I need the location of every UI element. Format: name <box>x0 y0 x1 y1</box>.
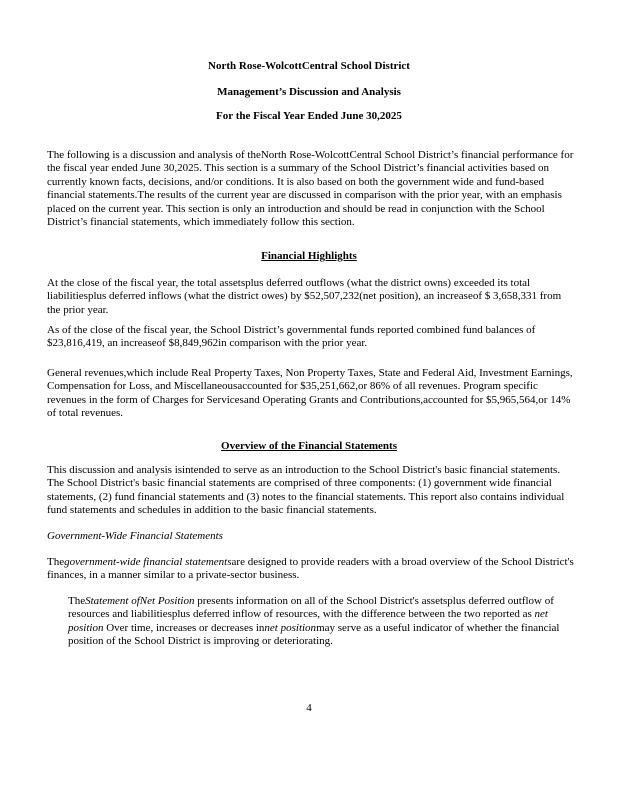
financial-highlights-heading-text: Financial Highlights <box>261 250 357 262</box>
government-wide-subheading: Government-Wide Financial Statements <box>47 530 223 542</box>
financial-highlights-paragraph-2: As of the close of the fiscal year, the School District’s governmental funds reported combined fund balances of $23,816,419, an increaseof $8,849,962in comparison with the prior year. <box>47 324 536 350</box>
document-title: North Rose-WolcottCentral School District <box>208 60 410 72</box>
overview-heading-text: Overview of the Financial Statements <box>221 440 397 452</box>
page-number: 4 <box>306 702 312 714</box>
financial-highlights-paragraph-1: At the close of the fiscal year, the total assetsplus deferred outflows (what the district owns) exceeded its total liabilitiesplus deferred inflows (what the district owes) by $52,507,232(net position), an increaseof $ 3,658,331 from the prior year. <box>47 277 562 316</box>
fiscal-year-line: For the Fiscal Year Ended June 30,2025 <box>216 110 402 122</box>
intro-paragraph: The following is a discussion and analysis of theNorth Rose-WolcottCentral School District’s financial performance for the fiscal year ended June 30,2025. This section is a summary of the School District’s financial activities based on currently known facts, decisions, and/or conditions. It is also based on both the government wide and fund-based financial statements.The results of the current year are discussed in comparison with the prior year, with an emphasis placed on the current year. This section is only an introduction and should be read in conjunction with the School District’s financial statements, which immediately follow this section. <box>47 149 574 229</box>
overview-paragraph-1: This discussion and analysis isintended to serve as an introduction to the School District's basic financial statements. The School District's basic financial statements are comprised of three components: (1) government wide financial statements, (2) fund financial statements and (3) notes to the financial statements. This report also contains individual fund statements and schedules in addition to the basic financial statements. <box>47 464 565 517</box>
government-wide-paragraph: Thegovernment-wide financial statementsare designed to provide readers with a broad overview of the School District's finances, in a manner similar to a private-sector business. <box>47 556 574 582</box>
net-position-paragraph: TheStatement ofNet Position presents information on all of the School District's assetsplus deferred outflow of resources and liabilitiesplus deferred inflow of resources, with the difference between the two reported as net position Over time, increases or decreases innet positionmay serve as a useful indicator of whether the financial position of the School District is improving or deteriorating. <box>68 595 560 648</box>
financial-highlights-paragraph-3: General revenues,which include Real Property Taxes, Non Property Taxes, State and Federal Aid, Investment Earnings, Compensation for Loss, and Miscellaneousaccounted for $35,251,662,or 86% of all revenues. Program specific revenues in the form of Charges for Servicesand Operating Grants and Contributions,accounted for $5,965,564,or 14% of total revenues. <box>47 367 573 420</box>
document-subtitle: Management’s Discussion and Analysis <box>217 86 401 98</box>
overview-heading <box>0 440 618 453</box>
financial-highlights-heading <box>0 250 618 263</box>
